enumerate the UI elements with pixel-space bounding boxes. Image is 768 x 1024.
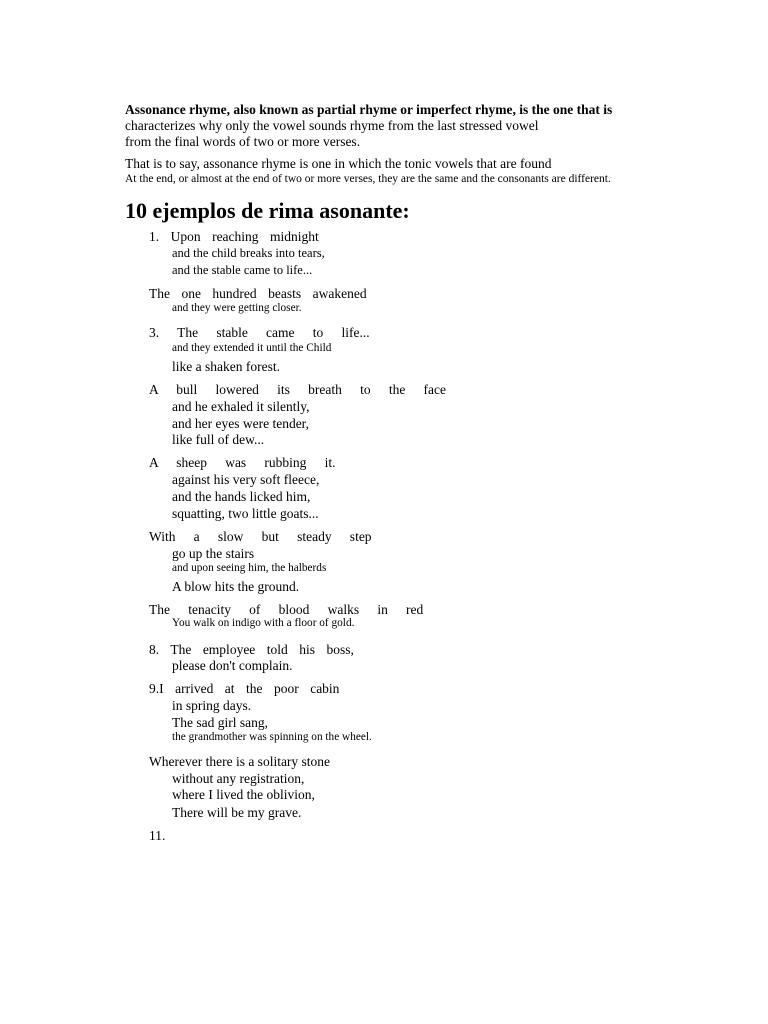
verse-line: the grandmother was spinning on the wheel. — [172, 731, 372, 743]
intro-line: That is to say, assonance rhyme is one in which the tonic vowels that are found — [125, 156, 552, 171]
verse-line: 3. The stable came to life... — [149, 325, 370, 340]
verse-line: There will be my grave. — [172, 805, 302, 820]
verse-line: 11. — [149, 828, 166, 843]
verse-line: in spring days. — [172, 698, 252, 713]
verse-line: Wherever there is a solitary stone — [149, 754, 331, 769]
verse-line: and upon seeing him, the halberds — [172, 562, 327, 574]
verse-line: and the child breaks into tears, — [172, 246, 325, 260]
verse-line: squatting, two little goats... — [172, 506, 319, 521]
verse-line: please don't complain. — [172, 658, 293, 673]
verse-line: A blow hits the ground. — [172, 579, 300, 594]
verse-line: 9.I arrived at the poor cabin — [149, 681, 340, 696]
verse-line: and he exhaled it silently, — [172, 399, 310, 414]
verse-line: 8. The employee told his boss, — [149, 642, 354, 657]
verse-line: against his very soft fleece, — [172, 472, 320, 487]
verse-line: With a slow but steady step — [149, 529, 372, 544]
verse-line: A bull lowered its breath to the face — [149, 382, 447, 397]
intro-paragraph — [125, 102, 725, 186]
intro-line: At the end, or almost at the end of two or more verses, they are the same and the consonants are different. — [125, 173, 611, 185]
verse-line: The tenacity of blood walks in red — [149, 602, 424, 617]
verse-line: and the stable came to life... — [172, 263, 313, 277]
intro-line: Assonance rhyme, also known as partial rhyme or imperfect rhyme, is the one that is — [125, 102, 613, 117]
verse-line: and they extended it until the Child — [172, 342, 332, 354]
verse-line: A sheep was rubbing it. — [149, 455, 336, 470]
verse-line: and they were getting closer. — [172, 302, 302, 314]
verse-line: The sad girl sang, — [172, 715, 268, 730]
intro-line: characterizes why only the vowel sounds rhyme from the last stressed vowel — [125, 118, 539, 133]
verse-line: The one hundred beasts awakened — [149, 286, 367, 301]
verse-line: like full of dew... — [172, 432, 265, 447]
verse-line: without any registration, — [172, 771, 305, 786]
verse-line: and the hands licked him, — [172, 489, 311, 504]
verse-line: where I lived the oblivion, — [172, 787, 315, 802]
section-heading: 10 ejemplos de rima asonante: — [125, 198, 410, 223]
verse-line: go up the stairs — [172, 546, 255, 561]
verse-line: and her eyes were tender, — [172, 416, 310, 431]
verse-line: 1. Upon reaching midnight — [149, 229, 319, 244]
intro-line: from the final words of two or more verses. — [125, 134, 361, 149]
verse-line: like a shaken forest. — [172, 359, 280, 374]
verse-line: You walk on indigo with a floor of gold. — [172, 617, 355, 629]
